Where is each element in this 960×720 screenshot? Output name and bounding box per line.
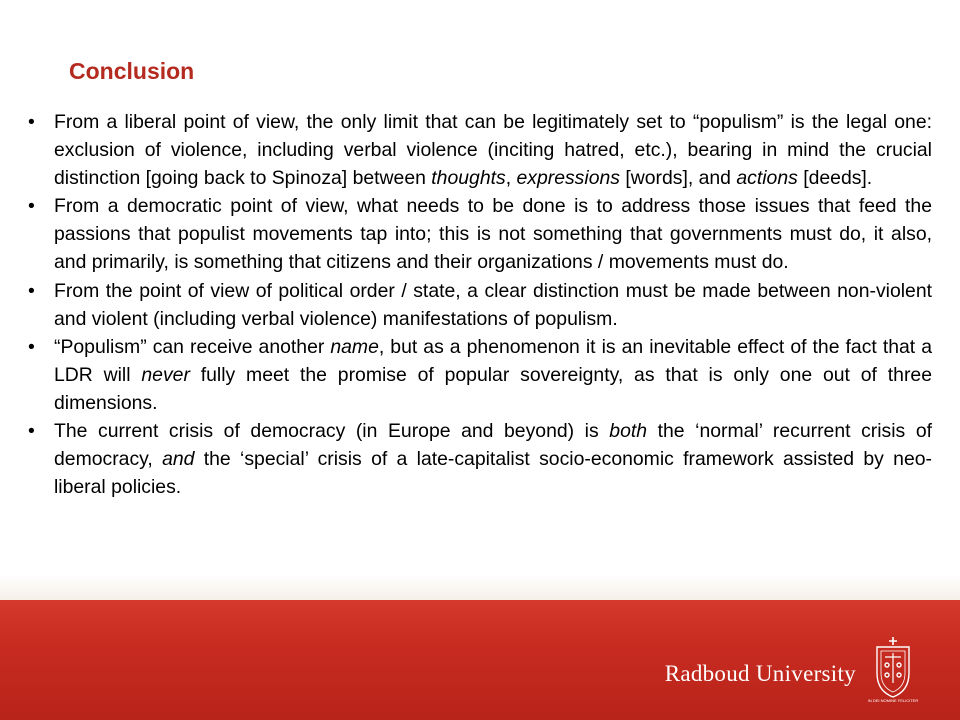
emphasis-text: and <box>162 448 195 471</box>
bullet-marker: • <box>28 335 35 358</box>
bullet-text-segment: , <box>505 167 517 190</box>
bullet-text-segment: the ‘special’ crisis of a late-capitalist socio-economic framework assisted by neo-liberal policies. <box>54 448 932 499</box>
emphasis-text: expressions <box>516 167 620 190</box>
emphasis-text: never <box>141 363 190 386</box>
bullet-text-segment: the ‘normal’ recurrent crisis of democracy, <box>54 420 932 471</box>
bullet-text <box>54 336 932 414</box>
bullet-marker: • <box>28 195 35 218</box>
brand-name: Radboud University <box>664 661 856 686</box>
bullet-item <box>28 277 932 333</box>
bullet-item <box>28 192 932 276</box>
bullet-text-segment: [words], and <box>619 167 737 190</box>
university-seal-icon <box>867 633 919 703</box>
bullet-text-segment: From a liberal point of view, the only limit that can be legitimately set to “populism” is the legal one: exclusion of violence, including verbal violence (inciting hatred, etc.), bearing in mind the crucial distinction [going back to Spinoza] between <box>54 111 932 190</box>
bullet-text-segment: The current crisis of democracy (in Europe and beyond) is <box>54 420 610 443</box>
bullet-text-segment: “Populism” can receive another <box>54 335 331 358</box>
slide-title: Conclusion <box>69 58 195 84</box>
emphasis-text: name <box>330 335 379 358</box>
bullet-marker: • <box>28 279 35 302</box>
bullet-item <box>28 333 932 417</box>
bullet-list <box>28 108 932 501</box>
bullet-text-segment: From the point of view of political order / state, a clear distinction must be made between non-violent and violent (including verbal violence) manifestations of populism. <box>54 279 932 330</box>
emphasis-text: both <box>609 420 648 443</box>
bullet-text <box>54 420 932 498</box>
bullet-text <box>54 195 932 273</box>
footer-band <box>0 600 960 720</box>
bullet-item <box>28 417 932 501</box>
bullet-text-segment: fully meet the promise of popular sovereignty, as that is only one out of three dimensions. <box>54 363 932 414</box>
bullet-marker: • <box>28 420 35 443</box>
emphasis-text: actions <box>736 167 798 190</box>
seal-motto: IN DEI NOMINE FELICITER <box>867 698 919 703</box>
bullet-text-segment: , but as a phenomenon it is an inevitable effect of the fact that a LDR will <box>54 335 932 386</box>
emphasis-text: thoughts <box>431 167 506 190</box>
bullet-text <box>54 280 932 330</box>
bullet-text-segment: From a democratic point of view, what needs to be done is to address those issues that feed the passions that populist movements tap into; this is not something that governments must do, it also, and primarily, is something that citizens and their organizations / movements must do. <box>54 195 932 274</box>
bullet-text-segment: [deeds]. <box>797 167 873 190</box>
bullet-text <box>54 111 932 189</box>
bullet-item <box>28 108 932 192</box>
bullet-marker: • <box>28 111 35 133</box>
